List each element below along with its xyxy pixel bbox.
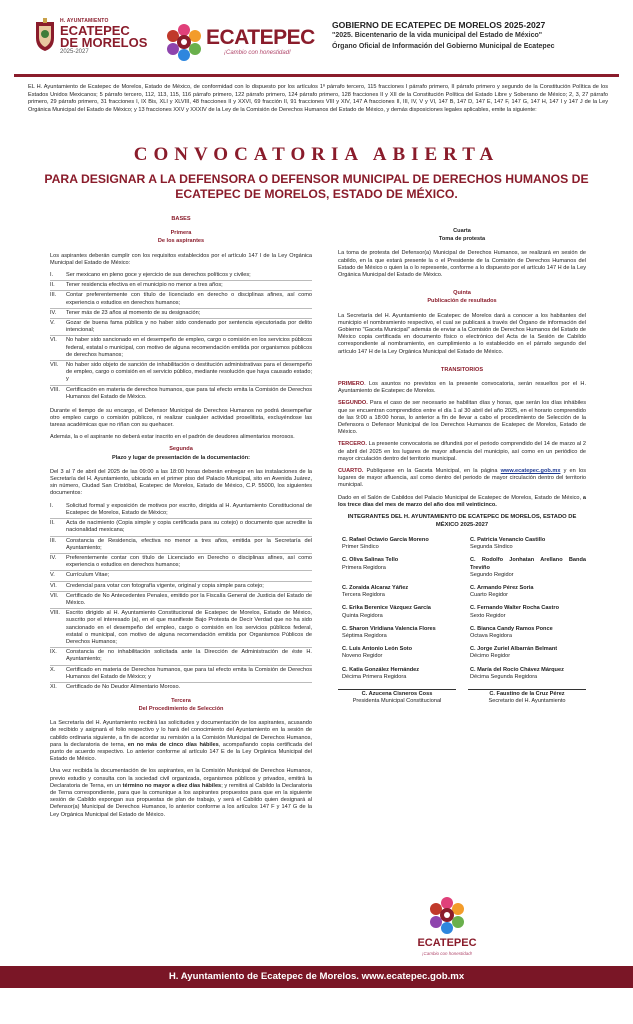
- list-item-number: III.: [50, 292, 57, 299]
- list-item: [50, 362, 312, 384]
- logo-small-text: H. AYUNTAMIENTO: [60, 18, 109, 24]
- quinta-subheading: Publicación de resultados: [427, 298, 497, 305]
- list-item: [50, 292, 312, 306]
- council-member: [470, 585, 586, 599]
- member-name: C. Sharon Viridiana Valencia Flores: [342, 625, 436, 632]
- logo-years: 2025-2027: [60, 49, 89, 55]
- list-item-text: Ser mexicano en pleno goce y ejercicio de sus derechos políticos y civiles;: [66, 272, 251, 279]
- right-column: [338, 228, 586, 705]
- list-divider: [50, 581, 312, 582]
- list-item: [50, 387, 312, 401]
- list-item-text: Certificación en materia de derechos humanos, que para tal efecto emita la Comisión de Derechos Humanos del Estado de México.: [66, 386, 312, 400]
- bases-heading: BASES: [171, 216, 191, 222]
- dado-paragraph: Dado en el Salón de Cabildos del Palacio Municipal de Ecatepec de Morelos, Estado de México, a los trece días del mes de marzo del año dos mil veinticinco.: [338, 494, 586, 508]
- list-divider: [50, 647, 312, 648]
- council-member: [342, 667, 458, 681]
- logo-line-1: ECATEPEC: [60, 23, 130, 38]
- list-divider: [50, 665, 312, 666]
- council-member: [470, 626, 586, 640]
- footer-logo-tagline: ¡Cambio con honestidad!: [421, 951, 473, 956]
- member-name: C. Erika Berenice Vázquez García: [342, 605, 431, 612]
- member-role: Noveno Regidor: [342, 653, 383, 660]
- council-member: [470, 605, 586, 619]
- transitorio-tercero: TERCERO. La presente convocatoria se difundirá por el periodo comprendido del 14 de marzo al 2 de abril del 2025 en los lugares de mayor afluencia del municipio, así como en un periódico de mayor circulación dentro del territorio municipal.: [338, 441, 586, 462]
- member-role: Primer Síndico: [342, 544, 379, 551]
- segunda-heading: Segunda: [169, 446, 193, 453]
- header-divider: [14, 74, 619, 77]
- member-role: Octava Regidora: [470, 632, 512, 639]
- list-item-text: Constancia de no inhabilitación solicitada ante la Dirección de Administración de éste H. Ayuntamiento;: [66, 649, 312, 663]
- list-item-number: IX.: [50, 649, 57, 656]
- member-role: Segunda Síndico: [470, 544, 513, 551]
- list-divider: [50, 570, 312, 571]
- list-divider: [50, 280, 312, 281]
- list-item-text: No haber sido sancionado en el desempeño de empleo, cargo o comisión en los servicios públicos federal, estatal o municipal, con motivo de alguna recomendación emitida por organismos públicos de derechos humanos;: [66, 337, 312, 358]
- list-item-text: Certificado de No Antecedentes Penales, emitido por la Fiscalía General de Justicia del Estado de México.: [66, 592, 312, 606]
- tercera-heading: Tercera: [171, 697, 191, 704]
- primera-requirements-list: [50, 272, 312, 401]
- list-divider: [50, 360, 312, 361]
- council-member: [342, 646, 458, 660]
- list-item: [50, 272, 312, 279]
- motto-line: "2025. Bicentenario de la vida municipal del Estado de México": [332, 32, 543, 39]
- list-item-text: Gozar de buena fama pública y no haber sido condenado por sentencia ejecutoriada por delito intencional;: [66, 320, 312, 334]
- list-item-number: VIII.: [50, 386, 60, 393]
- list-item: [50, 310, 312, 317]
- member-role: Sexto Regidor: [470, 612, 506, 619]
- members-grid: [338, 537, 586, 681]
- member-name: C. Oliva Salinas Tello: [342, 557, 399, 564]
- primera-paragraph-2: Además, la o el aspirante no deberá estar inscrito en el padrón de deudores alimentarios morosos.: [50, 434, 295, 441]
- ecatepec-flower-icon: [427, 895, 467, 935]
- logo-line-2: DE MORELOS: [60, 35, 148, 50]
- list-item-number: VIII.: [50, 610, 60, 617]
- intro-paragraph: EL H. Ayuntamiento de Ecatepec de Morelos, Estado de México, de conformidad con lo dispuesto por los artículos 1º párrafo tercero, 115 fracciones I párrafo primero, II párrafo primero y segundo de la Constitución Política de los Estados Unidos Mexicanos; 5 párrafo tercero, 112, 113, 115, 116 párrafo primero, 122 párrafo primero, 124 párrafo primero, 128 fracciones II y XII de la Constitución Política del Estado Libre y Soberano de México; 2, 3, 27 párrafo primero, 29 párrafo primero, 31 fracciones I, IX Bis, XLI y XLVIII, 48 fracciones II y XXVI, 69 fracción II, 91 fracciones VIII y XIV, 147 A fracciones II, III, IV, V y VI, 147 B, 147 D, 147 E, 147 F, 147 G, 147 H, 147 I y 147 J de la Ley Orgánica Municipal del Estado de México; y 13 fracciones XXV y XXXIV de la Ley de la Comisión de Derechos Humanos del Estado de México, y demás disposiciones legales aplicables, emite la siguiente:: [28, 84, 608, 113]
- signature-block: [338, 689, 456, 705]
- council-member: [470, 557, 586, 579]
- list-item-number: II.: [50, 520, 55, 527]
- council-heading: INTEGRANTES DEL H. AYUNTAMIENTO DE ECATEPEC DE MORELOS, ESTADO DE MÉXICO 2025-2027: [347, 514, 577, 528]
- member-role: Primera Regidora: [342, 564, 386, 571]
- council-member: [342, 605, 458, 619]
- cuarta-subheading: Toma de protesta: [438, 236, 486, 243]
- list-item-number: VII.: [50, 592, 59, 599]
- list-item: [50, 503, 312, 517]
- segunda-documents-list: [50, 503, 312, 691]
- list-item-number: VI.: [50, 582, 57, 589]
- member-name: C. Jorge Zuriel Albarrán Belmant: [470, 646, 558, 653]
- footer-bar: H. Ayuntamiento de Ecatepec de Morelos. www.ecatepec.gob.mx: [0, 966, 633, 988]
- segunda-lead: Del 3 al 7 de abril del 2025 de las 09:00 a las 18:00 horas deberán entregar en las instalaciones de la Secretaría del H. Ayuntamiento, ubicada en el primer piso del Palacio Municipal, sito en Avenida Juárez, sin número, Ciudad San Cristóbal, Ecatepec de Morelos, Estado de México, C.P. 55000, los siguientes documentos:: [50, 468, 312, 497]
- list-divider: [50, 536, 312, 537]
- list-item-number: VII.: [50, 362, 59, 369]
- member-name: C. Rodolfo Jonhatan Arellano Banda Treviño: [470, 557, 586, 571]
- list-divider: [50, 335, 312, 336]
- list-divider: [50, 318, 312, 319]
- list-item: [50, 610, 312, 646]
- list-item-text: Contar preferentemente con título de licenciado en derecho o disciplinas afines, así como experiencia o estudios en derechos humanos;: [66, 292, 312, 306]
- signatures: [338, 689, 586, 705]
- list-item-number: IV.: [50, 309, 57, 316]
- list-item: [50, 320, 312, 334]
- signature-block: [468, 689, 586, 705]
- council-members: [338, 514, 586, 705]
- transitorios-heading: TRANSITORIOS: [440, 366, 484, 373]
- left-column: [50, 216, 312, 824]
- tercera-paragraph-1: La Secretaría del H. Ayuntamiento recibirá las solicitudes y documentación de los aspirantes, acusando de recibido y asignará el folio respectivo y lo hará del conocimiento del Ayuntamiento en la sesión de cabildo ordinaria siguiente, a fin de acordar su remisión a la Comisión Municipal de Derechos Humanos, para la declaratoria de terna, en no más de cinco días hábiles, acompañando copia certificada del punto de acuerdo respectivo. Lo anterior conforme al artículo 147 E de la Ley Orgánica Municipal del Estado de México.: [50, 720, 313, 763]
- list-item-text: Tener residencia efectiva en el municipio no menor a tres años;: [66, 282, 223, 289]
- member-role: Décima Segunda Regidora: [470, 673, 538, 680]
- tercera-subheading: Del Procedimiento de Selección: [138, 705, 224, 712]
- transitorio-primero: PRIMERO. Los asuntos no previstos en la presente convocatoria, serán resueltos por el H. Ayuntamiento de Ecatepec de Morelos.: [338, 381, 586, 395]
- member-role: Séptima Regidora: [342, 632, 387, 639]
- quinta-paragraph: La Secretaría del H. Ayuntamiento de Ecatepec de Morelos dará a conocer a los habitantes del municipio el nombramiento respectivo, el cual se publicará a través del Órgano de información del Gobierno "Gaceta Municipal" además de enviar a la Comisión de Derechos Humanos del Estado de México copia certificada en documento físico o electrónico del Acta de la Sesión de Cabildo correspondiente al nombramiento, en cumplimiento a lo establecido en el párrafo segundo del artículo 147 H de la Ley Orgánica Municipal del Estado de México.: [338, 312, 586, 355]
- list-item: [50, 555, 312, 569]
- member-name: C. Armando Pérez Soria: [470, 584, 534, 591]
- council-member: [470, 667, 586, 681]
- list-item-text: Preferentemente contar con título de Licenciado en Derecho o disciplinas afines, así como experiencia o estudios en derechos humanos;: [66, 554, 312, 569]
- list-item: [50, 337, 312, 359]
- footer-logo-wordmark: ECATEPEC: [417, 937, 477, 949]
- list-item: [50, 649, 312, 663]
- transitorio-cuarto: CUARTO. Publíquese en la Gaceta Municipal, en la página www.ecatepec.gob.mx y en los lugares de mayor afluencia, así como dentro del periodo de mayor circulación dentro del territorio municipal.: [338, 468, 586, 489]
- list-item-text: Tener más de 23 años al momento de su designación;: [66, 309, 201, 316]
- list-divider: [50, 308, 312, 309]
- member-name: C. Patricia Venancio Castillo: [470, 536, 546, 543]
- organ-line: Órgano Oficial de Información del Gobierno Municipal de Ecatepec: [332, 43, 555, 50]
- document-subtitle: PARA DESIGNAR A LA DEFENSORA O DEFENSOR MUNICIPAL DE DERECHOS HUMANOS DE ECATEPEC DE MORELOS, ESTADO DE MÉXICO.: [44, 172, 589, 201]
- list-item-number: XI.: [50, 683, 57, 690]
- list-item: [50, 593, 312, 607]
- signatory-name: C. Azucena Cisneros Coss: [361, 690, 433, 697]
- primera-paragraph-1: Durante el tiempo de su encargo, el Defensor Municipal de Derechos Humanos no podrá desempeñar otro empleo cargo o comisión públicos, ni realizar cualquier actividad proselitista, excluyéndose las tareas académicas que no riñan con su quehacer.: [50, 407, 312, 429]
- transitorio-segundo: SEGUNDO. Para el caso de ser necesario se habilitan días y horas, que serán los días inhábiles que se encuentran comprendidos entre el día 1 al 30 abril del año 2025, en el horario comprendido de las 9:00 a 18:00 horas, lo anterior a fin de llevar a cabo el procedimiento de Selección de la Defensora o Defensor Municipal de los Derechos Humanos de Ecatepec de Morelos, Estado de México.: [338, 400, 586, 436]
- list-item: [50, 520, 312, 534]
- list-item-number: V.: [50, 320, 55, 327]
- quinta-heading: Quinta: [453, 290, 471, 297]
- list-item-text: Certificado de No Deudor Alimentario Moroso.: [66, 683, 181, 690]
- segunda-subheading: Plazo y lugar de presentación de la documentación:: [111, 454, 250, 461]
- member-name: C. Rafael Octavio García Moreno: [342, 536, 429, 543]
- list-item-text: Acta de nacimiento (Copia simple y copia certificada para su cotejo) o documento que acredite la nacionalidad mexicana;: [66, 520, 312, 534]
- member-role: Segundo Regidor: [470, 571, 514, 578]
- list-item-text: No haber sido objeto de sanción de inhabilitación o destitución administrativas para el desempeño de empleo, cargo o comisión en el servicio público, mediante resolución que haya causado estado; y: [66, 362, 312, 383]
- government-line: GOBIERNO DE ECATEPEC DE MORELOS 2025-2027: [332, 20, 546, 30]
- member-name: C. Zoraida Alcaraz Yáñez: [342, 584, 409, 591]
- member-role: Quinta Regidora: [342, 612, 383, 619]
- member-role: Décima Primera Regidora: [342, 673, 407, 680]
- council-member: [342, 557, 458, 579]
- list-item: [50, 282, 312, 289]
- cuarta-paragraph: La toma de protesta del Defensor(a) Municipal de Derechos Humanos, se realizará en sesión de cabildo, en la que estará presente la o el Presidente de la Comisión de Derechos Humanos del Estado de México o quien la o lo represente, conforme a lo dispuesto por el artículo 147 H de la Ley Orgánica Municipal del Estado de México.: [338, 250, 586, 279]
- list-item: [50, 667, 312, 681]
- list-item-number: IV.: [50, 554, 57, 561]
- list-item-number: X.: [50, 666, 56, 673]
- list-divider: [50, 385, 312, 386]
- header-info: [332, 20, 622, 50]
- ecatepec-brand-logo: [164, 22, 324, 66]
- list-item-number: II.: [50, 282, 55, 289]
- council-member: [470, 646, 586, 660]
- list-item: [50, 572, 312, 579]
- member-name: C. Bianca Candy Ramos Ponce: [470, 625, 553, 632]
- primera-heading: Primera: [170, 230, 192, 237]
- member-role: Cuarto Regidor: [470, 592, 508, 599]
- list-item-text: Certificado en materia de Derechos humanos, que para tal efecto emita la Comisión de Derechos Humanos del Estado de México; y: [66, 666, 312, 680]
- primera-subheading: De los aspirantes: [157, 238, 205, 245]
- list-item-number: III.: [50, 537, 57, 544]
- council-member: [470, 537, 586, 551]
- signatory-role: Secretario del H. Ayuntamiento: [488, 698, 566, 705]
- member-role: Tercera Regidora: [342, 592, 385, 599]
- member-name: C. María del Rocío Chávez Márquez: [470, 666, 564, 673]
- list-item-text: Solicitud formal y exposición de motivos por escrito, dirigida al H. Ayuntamiento Constitucional de Ecatepec de Morelos, Estado de México;: [66, 502, 312, 516]
- tercera-paragraph-2: Una vez recibida la documentación de los aspirantes, en la Comisión Municipal de Derechos Humanos, previo estudio y consulta con la sociedad civil organizada, organismos públicos y privados, emitirá la Declaratoria de Terna, en un término no mayor a diez días hábiles; y remitirá al Cabildo la Declaratoria de Terna correspondiente, para que la comunique a los aspirantes propuestos para que en la siguiente sesión de Cabildo expongan sus propuestas de plan de trabajo, y será el Cabildo quien designará al Defensor(a) Municipal de Derechos Humanos, lo anterior conforme a los artículos 147 F y 147 G de la Ley Orgánica Municipal del Estado de México.: [50, 768, 313, 818]
- signatory-name: C. Faustino de la Cruz Pérez: [489, 690, 565, 697]
- list-divider: [50, 290, 312, 291]
- council-member: [342, 626, 458, 640]
- list-divider: [50, 682, 312, 683]
- crest-icon: [34, 18, 56, 52]
- primera-lead: Los aspirantes deberán cumplir con los requisitos establecidos por el artículo 147 I de la Ley Orgánica Municipal del Estado de México:: [50, 252, 312, 266]
- ayuntamiento-logo: [34, 16, 148, 68]
- list-item-number: VI.: [50, 337, 57, 344]
- list-item-number: I.: [50, 502, 54, 509]
- list-divider: [50, 608, 312, 609]
- list-divider: [50, 553, 312, 554]
- member-role: Décimo Regidor: [470, 653, 511, 660]
- list-item-number: V.: [50, 572, 55, 579]
- member-name: C. Katia González Hernández: [342, 666, 420, 673]
- cuarta-heading: Cuarta: [453, 228, 471, 234]
- list-item: [50, 583, 312, 590]
- list-item: [50, 538, 312, 552]
- signatory-role: Presidenta Municipal Constitucional: [352, 698, 442, 705]
- member-name: C. Fernando Walter Rocha Castro: [470, 605, 559, 612]
- council-member: [342, 585, 458, 599]
- list-item-text: Escrito dirigido al H. Ayuntamiento Constitucional de Ecatepec de Morelos, Estado de México, suscrito por el interesado (a), en el que manifieste Bajo Protesta de Decir Verdad que no ha sido sancionado en el desempeño del empleo, cargo o comisión en los servicios públicos federal, estatal o municipal, con motivo de alguna recomendación emitida por Organismos Públicos de Derechos Humanos;: [66, 610, 312, 645]
- header: [14, 16, 619, 76]
- brand-tagline: ¡Cambio con honestidad!: [224, 50, 291, 56]
- list-divider: [50, 591, 312, 592]
- document-title: CONVOCATORIA ABIERTA: [133, 144, 500, 165]
- list-item-number: I.: [50, 272, 54, 279]
- ecatepec-flower-icon: [164, 22, 204, 62]
- footer-logo: [406, 895, 488, 965]
- list-item-text: Credencial para votar con fotografía vigente, original y copia simple para cotejo;: [66, 582, 264, 589]
- member-name: C. Luis Antonio León Soto: [342, 646, 413, 653]
- list-item-text: Currículum Vitae;: [66, 572, 110, 579]
- brand-wordmark: ECATEPEC: [206, 26, 315, 49]
- website-link[interactable]: www.ecatepec.gob.mx: [500, 468, 561, 475]
- council-member: [342, 537, 458, 551]
- list-item: [50, 684, 312, 691]
- list-item-text: Constancia de Residencia, efectiva no menor a tres años, emitida por la Secretaría del Ayuntamiento;: [66, 537, 312, 551]
- list-divider: [50, 518, 312, 519]
